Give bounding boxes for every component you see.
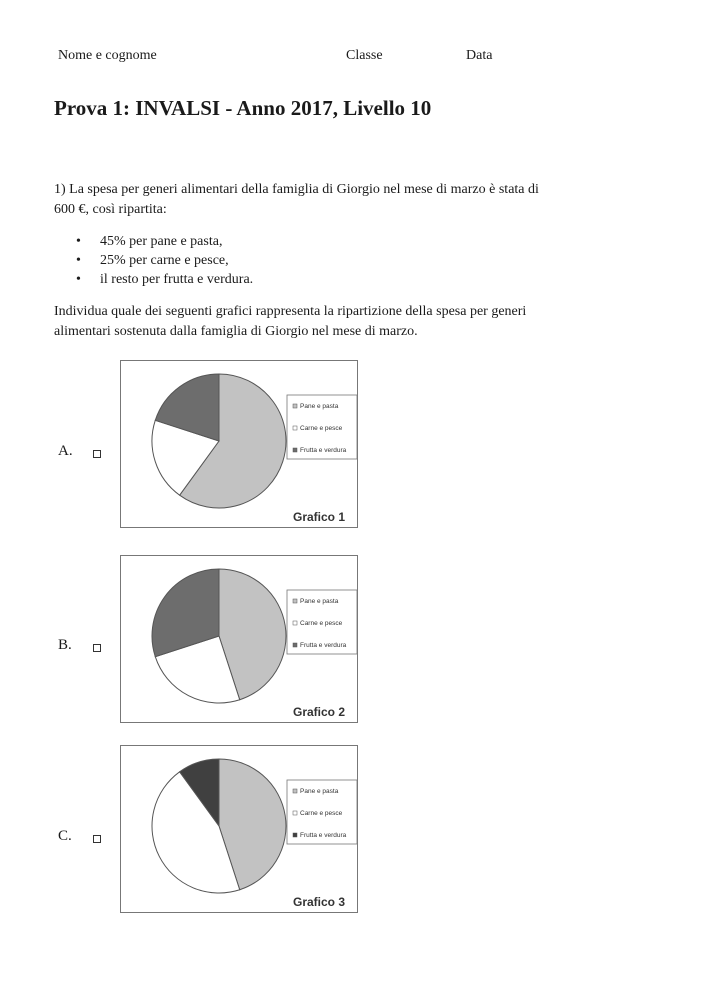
legend-swatch-carne: [293, 811, 297, 815]
option-a-checkbox[interactable]: [93, 450, 101, 458]
question-line-2: 600 €, così ripartita:: [54, 202, 167, 217]
instruction-line-2: alimentari sostenuta dalla famiglia di Giorgio nel mese di marzo.: [54, 324, 418, 339]
list-item: • 25% per carne e pesce,: [54, 251, 253, 270]
chart-frame-1: [120, 360, 358, 528]
legend-swatch-carne: [293, 426, 297, 430]
option-b-checkbox[interactable]: [93, 644, 101, 652]
legend-label-frutta: Frutta e verdura: [300, 832, 347, 839]
date-label: Data: [466, 48, 493, 63]
legend-swatch-carne: [293, 621, 297, 625]
question-line-1: 1) La spesa per generi alimentari della famiglia di Giorgio nel mese di marzo è stata di: [54, 182, 539, 197]
list-item: • 45% per pane e pasta,: [54, 232, 253, 251]
expense-list: [54, 232, 253, 289]
chart-frame-2: [120, 555, 358, 723]
legend-swatch-frutta: [293, 833, 297, 837]
instruction-line-1: Individua quale dei seguenti grafici rappresenta la ripartizione della spesa per generi: [54, 304, 527, 319]
chart-frame-3: [120, 745, 358, 913]
chart-caption: Grafico 3: [293, 895, 346, 909]
legend-swatch-pane: [293, 599, 297, 603]
option-a-letter: A.: [58, 443, 73, 459]
chart-caption: Grafico 1: [293, 510, 346, 524]
class-label: Classe: [346, 48, 383, 63]
question-text: [54, 180, 539, 220]
pie-chart-2: [121, 556, 357, 722]
pie-chart-3: [121, 746, 357, 912]
chart-caption: Grafico 2: [293, 705, 346, 719]
legend-label-frutta: Frutta e verdura: [300, 447, 347, 454]
pie-chart-1: [121, 361, 357, 527]
legend-label-carne: Carne e pesce: [300, 620, 343, 627]
option-b-letter: B.: [58, 637, 72, 653]
option-c-checkbox[interactable]: [93, 835, 101, 843]
name-label: Nome e cognome: [58, 48, 157, 63]
page-title: Prova 1: INVALSI - Anno 2017, Livello 10: [54, 96, 432, 120]
legend-swatch-frutta: [293, 643, 297, 647]
legend-label-pane: Pane e pasta: [300, 598, 339, 605]
list-item: • il resto per frutta e verdura.: [54, 270, 253, 289]
legend-swatch-pane: [293, 404, 297, 408]
legend-label-pane: Pane e pasta: [300, 788, 339, 795]
option-c-letter: C.: [58, 828, 72, 844]
legend-label-frutta: Frutta e verdura: [300, 642, 347, 649]
legend-swatch-frutta: [293, 448, 297, 452]
legend-swatch-pane: [293, 789, 297, 793]
legend-label-carne: Carne e pesce: [300, 425, 343, 432]
legend-label-pane: Pane e pasta: [300, 403, 339, 410]
instruction-text: [54, 302, 526, 342]
legend-label-carne: Carne e pesce: [300, 810, 343, 817]
